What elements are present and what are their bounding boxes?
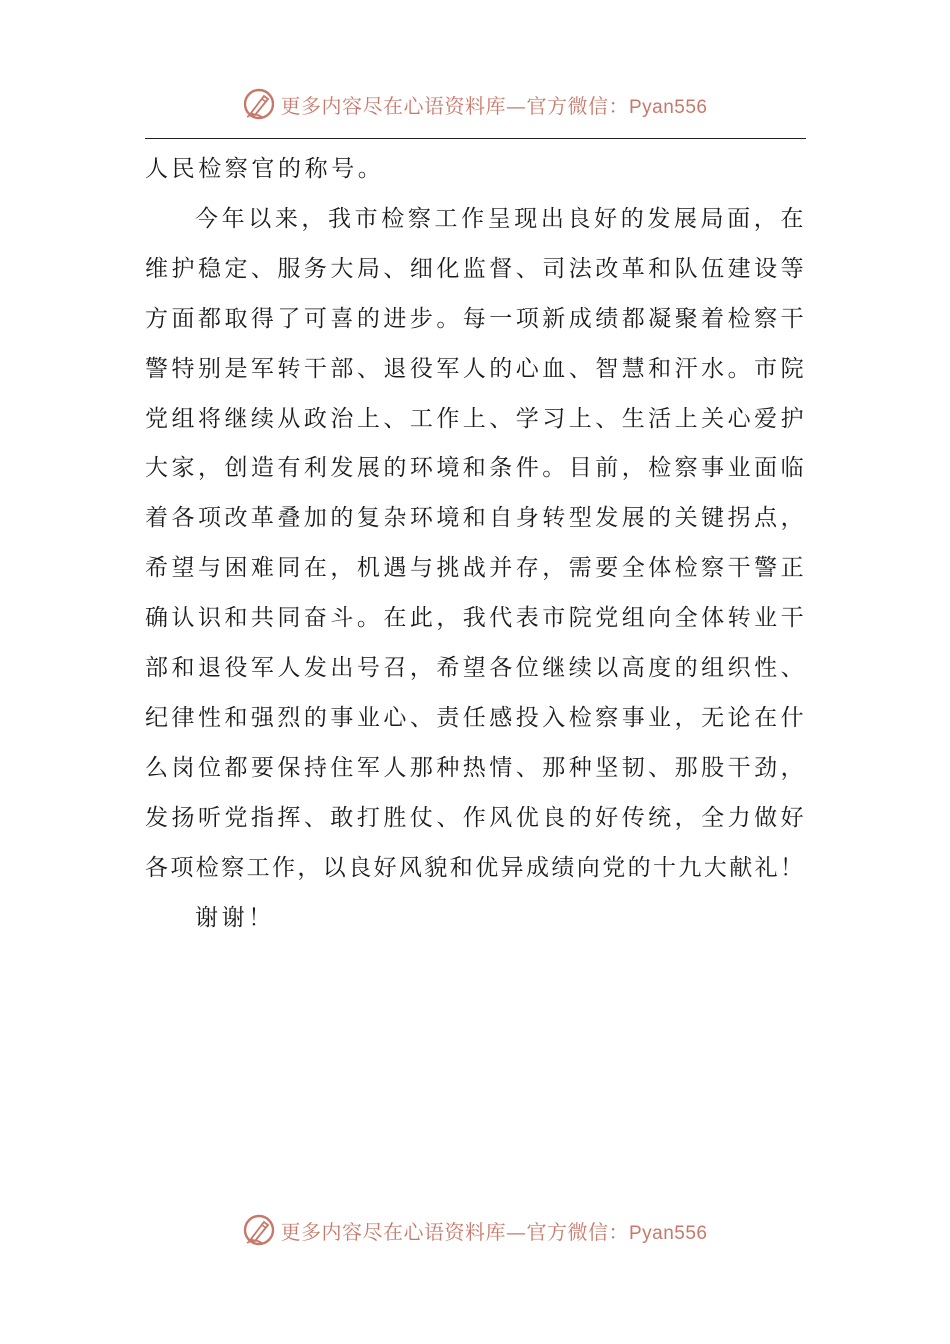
text-line: 党组将继续从政治上、工作上、学习上、生活上关心爱护 <box>145 405 807 432</box>
text-line: 着各项改革叠加的复杂环境和自身转型发展的关键拐点， <box>145 505 807 532</box>
text-line: 部和退役军人发出号召，希望各位继续以高度的组织性、 <box>145 655 807 682</box>
text-line: 希望与困难同在，机遇与挑战并存，需要全体检察干警正 <box>145 555 807 582</box>
text-line: 发扬听党指挥、敢打胜仗、作风优良的好传统，全力做好 <box>145 804 807 831</box>
pen-logo-icon <box>242 87 276 121</box>
header-watermark-text: 更多内容尽在心语资料库—官方微信：Pyan556 <box>280 93 708 118</box>
text-line: 谢谢！ <box>195 904 275 931</box>
paragraph-2 <box>145 195 807 894</box>
document-body <box>145 145 807 944</box>
header-watermark <box>0 84 950 124</box>
paragraph-3 <box>145 894 807 944</box>
header-rule <box>145 138 806 139</box>
footer-wechat-id: Pyan556 <box>628 1222 708 1244</box>
text-line: 纪律性和强烈的事业心、责任感投入检察事业，无论在什 <box>145 704 807 731</box>
text-line: 方面都取得了可喜的进步。每一项新成绩都凝聚着检察干 <box>145 305 807 332</box>
text-line: 人民检察官的称号。 <box>145 156 385 182</box>
text-line: 确认识和共同奋斗。在此，我代表市院党组向全体转业干 <box>145 605 807 632</box>
text-line: 警特别是军转干部、退役军人的心血、智慧和汗水。市院 <box>145 355 807 382</box>
text-line: 今年以来，我市检察工作呈现出良好的发展局面，在 <box>195 205 807 232</box>
pen-logo-icon <box>242 1213 276 1247</box>
text-line: 维护稳定、服务大局、细化监督、司法改革和队伍建设等 <box>145 255 807 282</box>
text-line: 大家，创造有利发展的环境和条件。目前，检察事业面临 <box>145 455 807 482</box>
paragraph-1 <box>145 145 807 195</box>
header-wechat-id: Pyan556 <box>628 96 708 118</box>
footer-watermark-text: 更多内容尽在心语资料库—官方微信：Pyan556 <box>280 1219 708 1244</box>
text-line: 么岗位都要保持住军人那种热情、那种坚韧、那股干劲， <box>145 754 807 781</box>
text-line: 各项检察工作，以良好风貌和优异成绩向党的十九大献礼！ <box>145 854 806 881</box>
footer-watermark <box>0 1210 950 1250</box>
